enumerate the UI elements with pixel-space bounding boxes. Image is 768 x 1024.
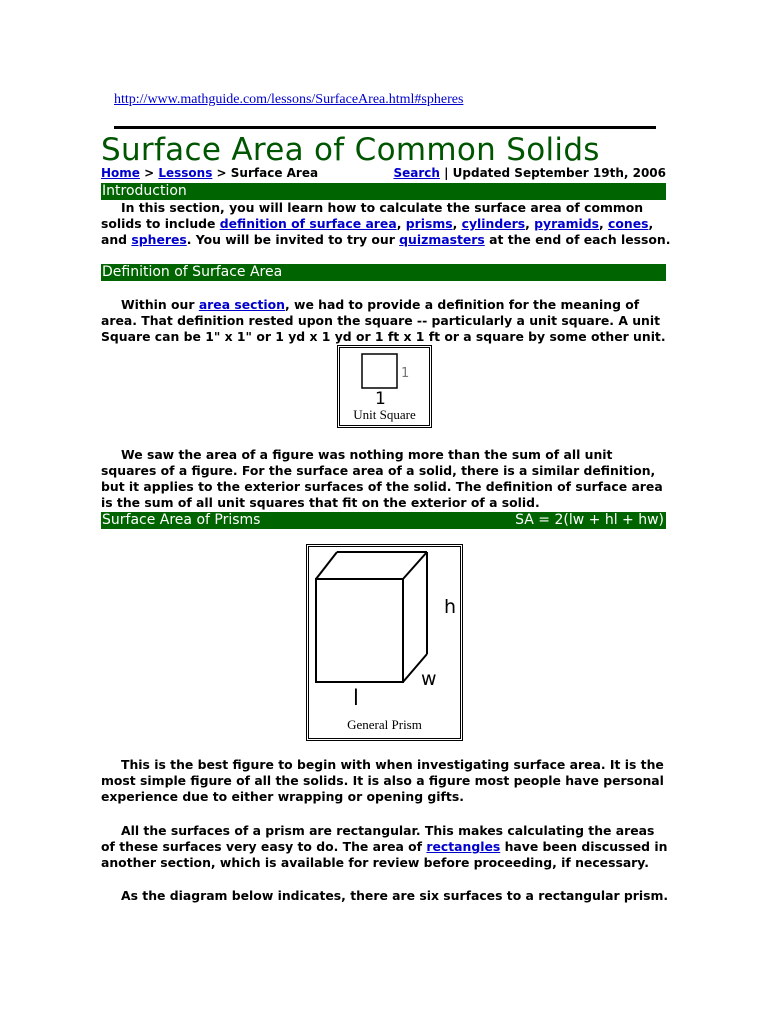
breadcrumb	[101, 166, 666, 181]
section-heading-introduction: Introduction	[101, 183, 666, 200]
rectangles-link[interactable]: rectangles	[426, 839, 501, 854]
title-rule	[114, 126, 656, 129]
unit-square-bottom-label: 1	[375, 389, 386, 409]
text: We saw the area of a figure was nothing more than the sum of all unit squares of a figure. For the surface area of a solid, there is a similar definition, but it applies to the exterior surfaces of the solid. The definition of surface area is the sum of all unit squares that fit on the exterior of a solid.	[101, 447, 663, 510]
breadcrumb-current: Surface Area	[230, 166, 319, 180]
text: , we had to provide a definition for the meaning of area. That definition rested upon the square -- particularly a unit square. A unit Square can be 1" x 1" or 1 yd x 1 yd or 1 ft x 1 ft or a square by some other unit.	[101, 297, 666, 344]
header-right	[393, 166, 666, 181]
breadcrumb-separator: >	[139, 166, 159, 180]
general-prism-figure	[306, 544, 463, 741]
prism-paragraph-3	[101, 888, 671, 904]
prism-paragraph-1	[101, 757, 671, 805]
definition-link[interactable]: definition of surface area	[219, 216, 397, 231]
search-link[interactable]: Search	[393, 166, 440, 180]
text: ,	[599, 216, 609, 231]
prism-width-label: w	[421, 668, 437, 690]
updated-date: | Updated September 19th, 2006	[439, 166, 666, 180]
prism-length-label: l	[353, 686, 359, 710]
area-section-link[interactable]: area section	[198, 297, 285, 312]
definition-paragraph	[101, 297, 671, 345]
surface-area-formula: SA = 2(lw + hl + hw)	[515, 512, 664, 528]
area-paragraph	[101, 447, 671, 511]
section-heading-prisms-label: Surface Area of Prisms	[102, 512, 261, 528]
text: As the diagram below indicates, there are six surfaces to a rectangular prism.	[121, 888, 669, 903]
text: In this section, you will learn how to calculate the surface area of common solids to include	[101, 200, 644, 231]
unit-square-caption: Unit Square	[353, 407, 416, 422]
text: , and	[101, 216, 654, 247]
prism-height-label: h	[444, 596, 457, 618]
text: ,	[452, 216, 462, 231]
cylinders-link[interactable]: cylinders	[461, 216, 526, 231]
breadcrumb-separator: >	[212, 166, 231, 180]
section-heading-prisms	[101, 512, 666, 529]
breadcrumb-lessons-link[interactable]: Lessons	[158, 166, 213, 180]
text: ,	[396, 216, 406, 231]
text: This is the best figure to begin with when investigating surface area. It is the most simple figure of all the solids. It is also a figure most people have personal experience due to either wrapping or opening gifts.	[101, 757, 664, 804]
pyramids-link[interactable]: pyramids	[534, 216, 599, 231]
text: Within our	[121, 297, 199, 312]
section-heading-definition: Definition of Surface Area	[101, 264, 666, 281]
prism-diagram	[307, 545, 462, 740]
quizmasters-link[interactable]: quizmasters	[399, 232, 485, 247]
unit-square-side-label: 1	[401, 366, 410, 381]
page-title: Surface Area of Common Solids	[101, 132, 600, 168]
prism-paragraph-2	[101, 823, 671, 871]
prisms-link[interactable]: prisms	[405, 216, 453, 231]
text: . You will be invited to try our	[186, 232, 400, 247]
text: have been discussed in another section, which is available for review before proceeding, if necessary.	[101, 839, 668, 870]
text: All the surfaces of a prism are rectangular. This makes calculating the areas of these surfaces very easy to do. The area of	[101, 823, 655, 854]
cones-link[interactable]: cones	[608, 216, 649, 231]
source-url-link[interactable]: http://www.mathguide.com/lessons/SurfaceArea.html#spheres	[114, 92, 464, 107]
general-prism-caption: General Prism	[347, 717, 422, 732]
text: ,	[525, 216, 535, 231]
unit-square-figure	[337, 345, 432, 428]
intro-paragraph	[101, 200, 671, 248]
spheres-link[interactable]: spheres	[131, 232, 187, 247]
breadcrumb-home-link[interactable]: Home	[101, 166, 140, 180]
text: at the end of each lesson.	[484, 232, 671, 247]
